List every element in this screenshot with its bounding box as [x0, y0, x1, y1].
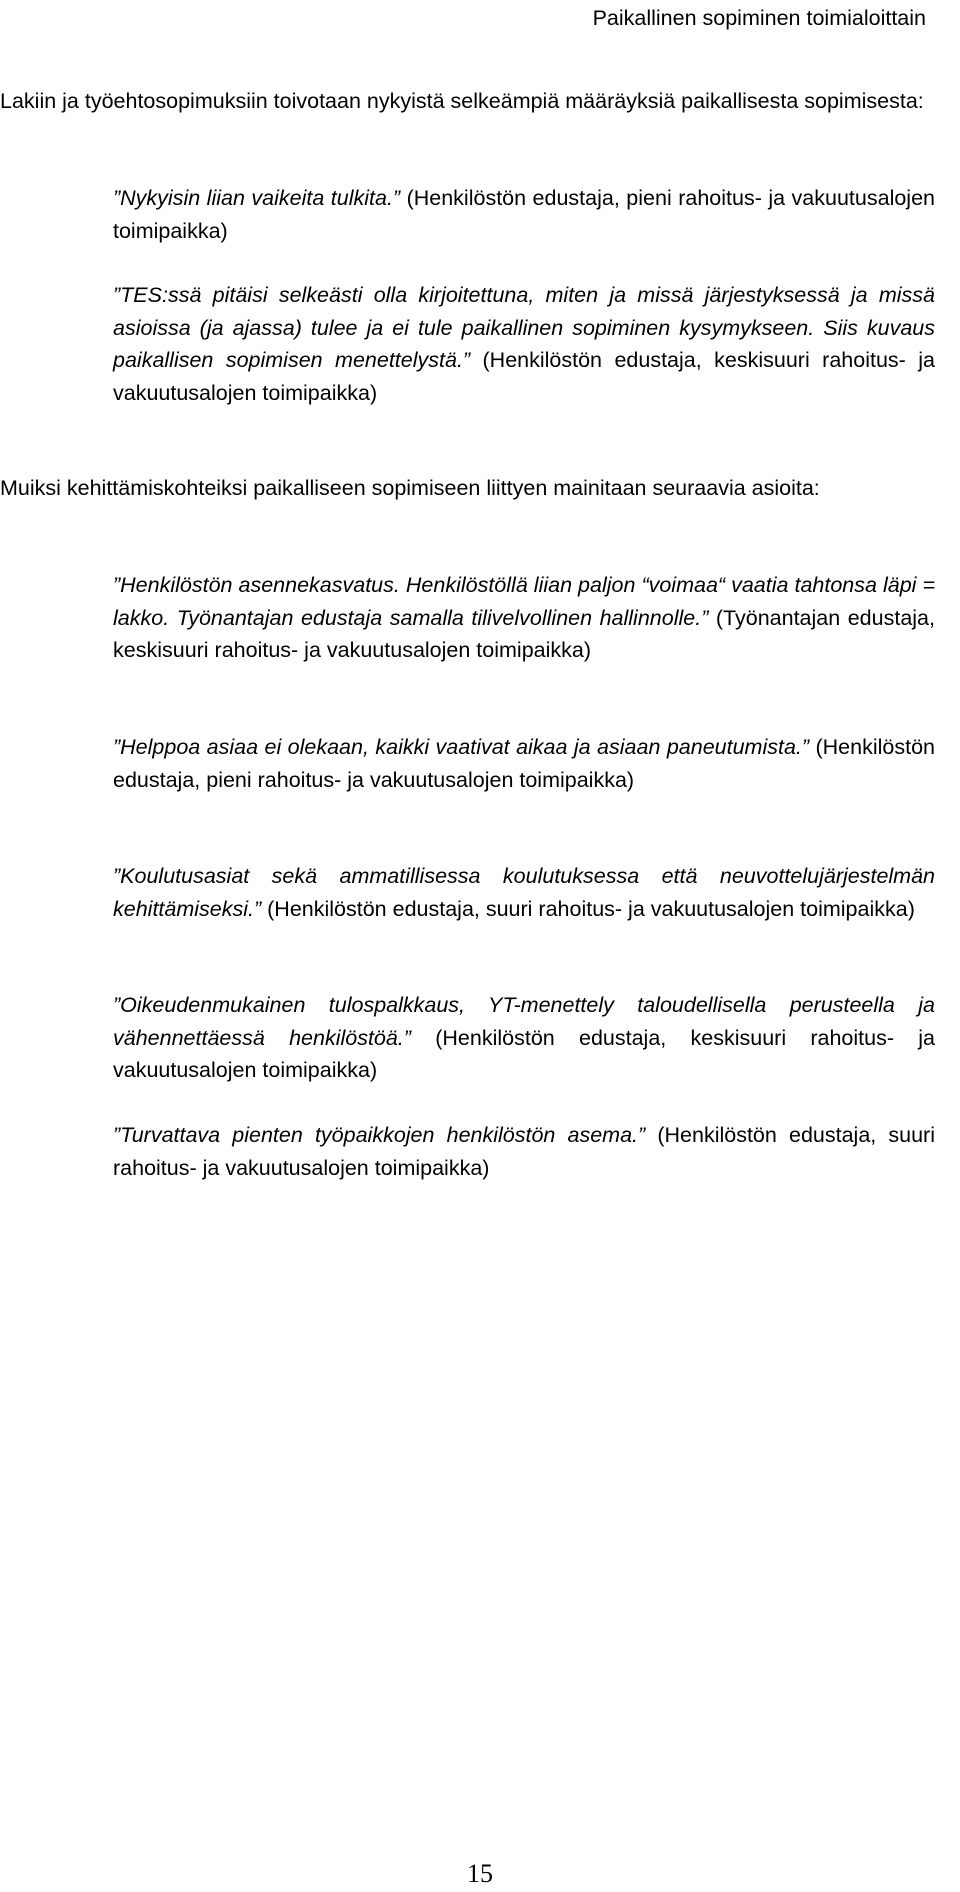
quote-block	[113, 860, 935, 925]
quote-text: ”Henkilöstön asennekasvatus. Henkilöstöllä liian paljon “voimaa“ vaatia tahtonsa läpi = lakko. Työnantajan edustaja samalla tilivelvollinen hallinnolle.”	[113, 573, 935, 630]
quote-source: (Henkilöstön edustaja, keskisuuri rahoitus- ja vakuutusalojen toimipaikka)	[113, 348, 935, 405]
quote-source: (Henkilöstön edustaja, pieni rahoitus- ja vakuutusalojen toimipaikka)	[113, 735, 935, 792]
intro-paragraph: Muiksi kehittämiskohteiksi paikalliseen sopimiseen liittyen mainitaan seuraavia asioita:	[0, 476, 820, 500]
quote-block	[113, 569, 935, 667]
quote-block	[113, 182, 935, 247]
intro-paragraph: Lakiin ja työehtosopimuksiin toivotaan nykyistä selkeämpiä määräyksiä paikallisesta sopimisesta:	[0, 89, 924, 113]
quote-source: (Henkilöstön edustaja, pieni rahoitus- ja vakuutusalojen toimipaikka)	[113, 186, 935, 243]
quote-text: ”Oikeudenmukainen tulospalkkaus, YT-menettely taloudellisella perusteella ja vähennettäessä henkilöstöä.”	[113, 993, 935, 1050]
quote-text: ”Helppoa asiaa ei olekaan, kaikki vaativat aikaa ja asiaan paneutumista.”	[113, 735, 810, 759]
quote-text: ”Turvattava pienten työpaikkojen henkilöstön asema.”	[113, 1123, 646, 1147]
quote-text: ”Nykyisin liian vaikeita tulkita.”	[113, 186, 401, 210]
quote-block	[113, 989, 935, 1087]
quote-text: ”Koulutusasiat sekä ammatillisessa koulutuksessa että neuvottelujärjestelmän kehittämiseksi.”	[113, 864, 935, 921]
quote-source: (Henkilöstön edustaja, suuri rahoitus- ja vakuutusalojen toimipaikka)	[113, 1123, 935, 1180]
page-number: 15	[467, 1859, 493, 1888]
quote-text: ”TES:ssä pitäisi selkeästi olla kirjoitettuna, miten ja missä järjestyksessä ja missä asioissa (ja ajassa) tulee ja ei tule paikallinen sopiminen kysymykseen. Siis kuvaus paikallisen sopimisen menettelystä.”	[113, 283, 935, 372]
quote-source: (Työnantajan edustaja, keskisuuri rahoitus- ja vakuutusalojen toimipaikka)	[113, 605, 935, 662]
quote-block	[113, 279, 935, 409]
quote-block	[113, 1119, 935, 1184]
quote-source: (Henkilöstön edustaja, suuri rahoitus- ja vakuutusalojen toimipaikka)	[267, 896, 915, 921]
running-header: Paikallinen sopiminen toimialoittain	[592, 6, 926, 30]
quote-block	[113, 731, 935, 796]
quote-source: (Henkilöstön edustaja, keskisuuri rahoitus- ja vakuutusalojen toimipaikka)	[113, 1025, 935, 1082]
